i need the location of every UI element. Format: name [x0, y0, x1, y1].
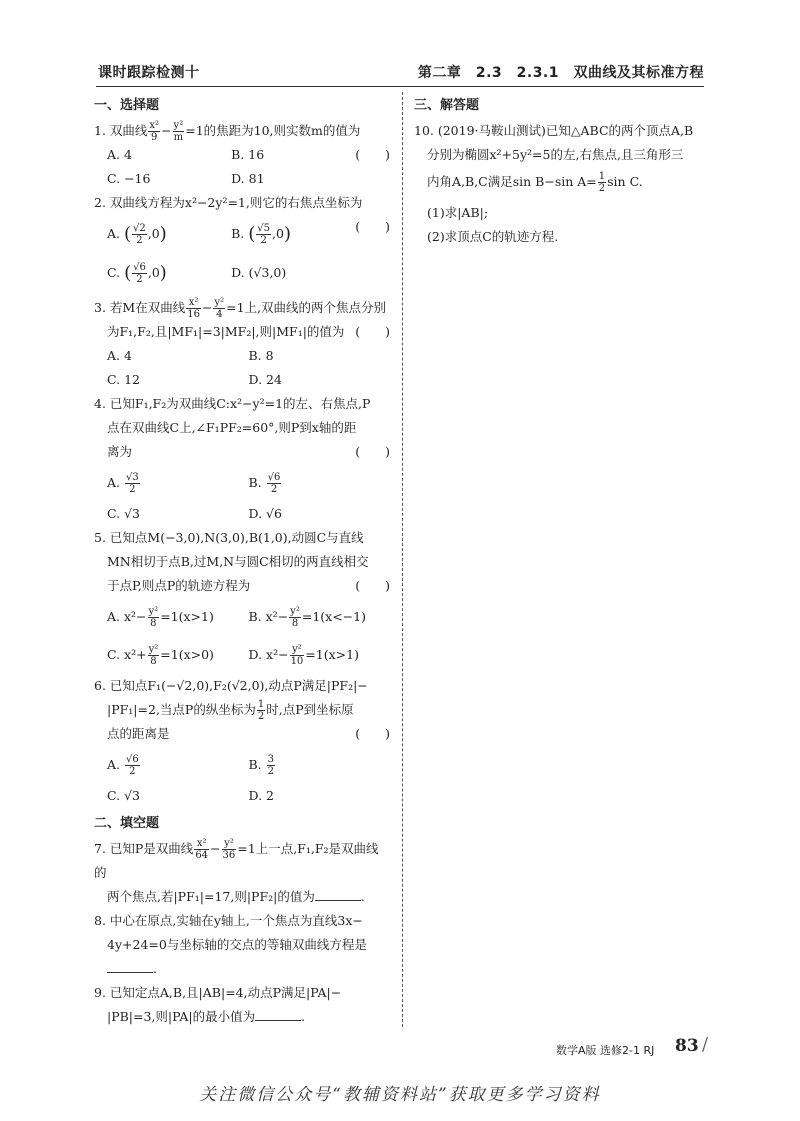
option-b: B. ( $\frac{√5}{2}$ ,0)	[231, 223, 291, 246]
option-a: A. 4	[107, 348, 132, 363]
right-column	[414, 94, 714, 249]
question-10-line2: 分别为椭圆x²+5y²=5的左,右焦点,且三角形三	[427, 147, 684, 162]
answer-paren: ( )	[355, 444, 390, 459]
header-right: 第二章 2.3 2.3.1 双曲线及其标准方程	[417, 65, 704, 81]
option-d: D. √6	[248, 506, 282, 521]
question-10-line3: 内角A,B,C满足sin B−sin A= $\frac{1}{2}$ sin C.	[427, 171, 643, 194]
option-c: C. −16	[107, 171, 151, 186]
column-divider	[402, 92, 403, 1027]
option-c: C. ( $\frac{√6}{2}$ ,0)	[107, 261, 167, 285]
option-a: A. ( $\frac{√2}{2}$ ,0)	[107, 223, 167, 246]
question-1: 1. 双曲线 $\frac{\text{x²}}{9}$ − $\frac{\text{y²}}{m}$ =1的焦距为10,则实数m的值为 ( )	[94, 119, 390, 143]
options-5	[94, 598, 390, 674]
answer-blank[interactable]	[107, 960, 153, 973]
option-c: C. √3	[107, 506, 140, 521]
option-c: C. 12	[107, 372, 140, 387]
options-2	[94, 215, 355, 292]
fraction: $\frac{\text{x²}}{9}$	[149, 120, 160, 143]
answer-blank[interactable]	[255, 1008, 301, 1021]
question-5-line2: MN相切于点B,过M,N与圆C相切的两直线相交	[107, 554, 369, 569]
options-3	[94, 344, 390, 392]
option-d: D. 81	[231, 171, 265, 186]
question-7-line2: 两个焦点,若|PF₁|=17,则|PF₂|的值为 .	[107, 889, 365, 904]
option-d: D. 24	[248, 372, 282, 387]
question-10: 10. (2019·马鞍山测试)已知△ABC的两个顶点A,B	[414, 123, 694, 138]
option-a: A. $\frac{√6}{2}$	[107, 754, 139, 777]
footer-tag: 数学A版 选修2-1 RJ	[556, 1044, 655, 1057]
question-4-line3: 离为 ( )	[94, 440, 390, 464]
option-a: A. $\frac{√3}{2}$	[107, 472, 139, 495]
section-fill: 二、填空题	[94, 816, 160, 831]
section-choice: 一、选择题	[94, 98, 160, 113]
question-8-line3: .	[94, 957, 390, 981]
option-b: B. $\frac{√6}{2}$	[248, 472, 281, 495]
answer-paren: ( )	[355, 726, 390, 741]
options-1	[94, 143, 355, 191]
option-c: C. x²+ $\frac{\text{y²}}{8}$ =1(x>0)	[107, 644, 214, 667]
question-8: 8. 中心在原点,实轴在y轴上,一个焦点为直线3x−	[94, 913, 363, 928]
option-c: C. √3	[107, 788, 140, 803]
question-4-line2: 点在双曲线C上,∠F₁PF₂=60°,则P到x轴的距	[107, 420, 357, 435]
question-8-line2: 4y+24=0与坐标轴的交点的等轴双曲线方程是	[107, 937, 367, 952]
answer-paren: ( )	[355, 578, 390, 593]
question-5-line3: 于点P,则点P的轨迹方程为 ( )	[94, 574, 390, 598]
option-b: B. x²− $\frac{\text{y²}}{8}$ =1(x<−1)	[248, 606, 366, 629]
option-b: B. 16	[231, 147, 265, 162]
question-7: 7. 已知P是双曲线 $\frac{\text{x²}}{64}$ − $\frac{\text{y²}}{36}$ =1上一点,F₁,F₂是双曲线的	[94, 838, 379, 880]
fraction: $\frac{\text{y²}}{m}$	[173, 120, 184, 143]
options-4	[94, 464, 390, 526]
question-10-sub1: (1)求|AB|;	[427, 205, 489, 220]
question-6-line2: |PF₁|=2,当点P的纵坐标为 $\frac{1}{2}$ 时,点P到坐标原	[107, 699, 354, 722]
option-d: D. x²− $\frac{\text{y²}}{10}$ =1(x>1)	[248, 644, 359, 667]
question-10-sub2: (2)求顶点C的轨迹方程.	[427, 229, 559, 244]
left-column	[94, 94, 390, 1029]
option-b: B. 8	[248, 348, 274, 363]
option-a: A. 4	[107, 147, 132, 162]
answer-paren: ( )	[355, 219, 390, 234]
question-6-line3: 点的距离是 ( )	[94, 722, 390, 746]
option-a: A. x²− $\frac{\text{y²}}{8}$ =1(x>1)	[107, 606, 214, 629]
options-6	[94, 746, 390, 808]
option-d: D. (√3,0)	[231, 264, 287, 280]
question-5: 5. 已知点M(−3,0),N(3,0),B(1,0),动圆C与直线	[94, 530, 364, 545]
option-d: D. 2	[248, 788, 274, 803]
answer-blank[interactable]	[315, 888, 361, 901]
question-4: 4. 已知F₁,F₂为双曲线C:x²−y²=1的左、右焦点,P	[94, 396, 371, 411]
answer-paren: ( )	[355, 324, 390, 339]
page-number: 83	[675, 1036, 699, 1056]
header-left: 课时跟踪检测十	[98, 65, 200, 81]
option-b: B. $\frac{3}{2}$	[248, 754, 275, 777]
question-9-line2: |PB|=3,则|PA|的最小值为 .	[107, 1009, 306, 1024]
answer-paren: ( )	[355, 147, 390, 162]
question-3-line2: 为F₁,F₂,且|MF₁|=3|MF₂|,则|MF₁|的值为 ( )	[94, 320, 390, 344]
question-6: 6. 已知点F₁(−√2,0),F₂(√2,0),动点P满足|PF₂|−	[94, 678, 368, 693]
header-rule	[96, 86, 704, 87]
footer-slash: /	[702, 1034, 709, 1055]
question-3: 3. 若M在双曲线 $\frac{\text{x²}}{16}$ − $\frac{\text{y²}}{4}$ =1上,双曲线的两个焦点分别	[94, 297, 386, 320]
question-9: 9. 已知定点A,B,且|AB|=4,动点P满足|PA|−	[94, 985, 342, 1000]
question-2: 2. 双曲线方程为x²−2y²=1,则它的右焦点坐标为 ( )	[94, 191, 390, 215]
bottom-note: 关注微信公众号“教辅资料站”获取更多学习资料	[199, 1085, 601, 1105]
section-answer: 三、解答题	[414, 98, 480, 113]
